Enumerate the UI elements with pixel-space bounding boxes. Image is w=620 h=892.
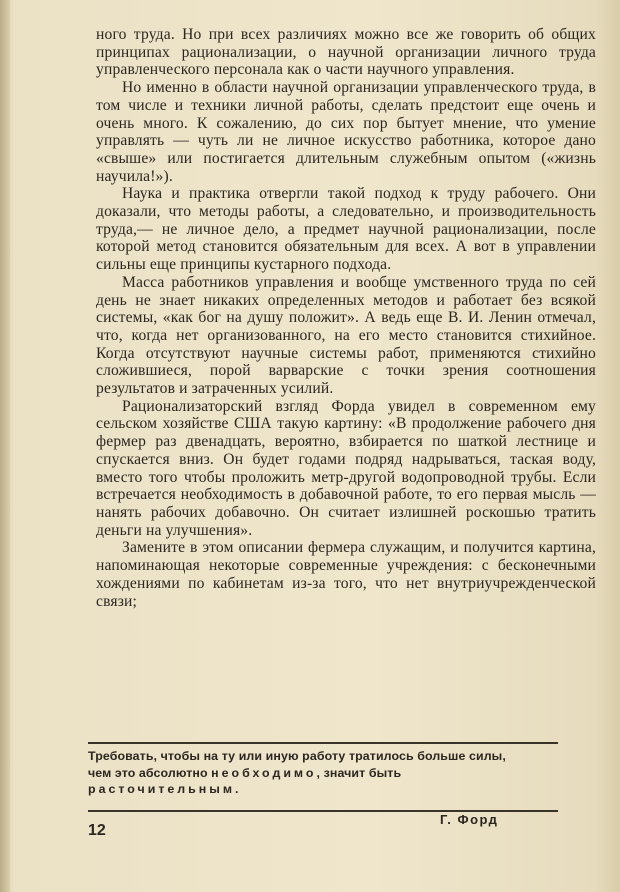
epigraph-text-start: Требовать, чтобы на ту или иную работу тратилось больше силы, чем это абсолютно bbox=[88, 749, 506, 780]
main-text bbox=[96, 26, 596, 610]
paragraph-2: Но именно в области научной организации управленческого труда, в том числе и техники личной работы, сделать предстоит еще очень и очень много. К сожалению, до сих пор бытует мнение, что умение управлять — чуть ли не личное искусство работника, которое дано «свыше» или постигается длительным служебным опытом («жизнь научила!»). bbox=[96, 79, 596, 185]
paragraph-4: Масса работников управления и вообще умственного труда по сей день не знает никаких определенных методов и работает без всякой системы, «как бог на душу положит». А ведь еще В. И. Ленин отмечал, что, когда нет организованного, на его место становится стихийное. Когда отсутствуют научные системы работ, применяются стихийно сложившиеся, порой варварские с точки зрения соотношения результатов и затраченных усилий. bbox=[96, 273, 596, 398]
epigraph-text-end: . bbox=[235, 782, 239, 797]
epigraph-text-middle: , значит быть bbox=[316, 765, 402, 780]
epigraph-top-rule bbox=[88, 742, 558, 744]
epigraph-author: Г. Форд bbox=[440, 812, 499, 827]
paragraph-5: Рационализаторский взгляд Форда увидел в современном ему сельском хозяйстве США такую картину: «В продолжение рабочего дня фермер раз двенадцать, вероятно, взбирается по шаткой лестнице и спускается вниз. Он будет годами подряд надрываться, таская воду, вместо того чтобы проложить метр-другой водопроводной трубы. Если встречается необходимость в добавочной работе, то его первая мысль — нанять рабочих добавочно. Он считает излишней роскошью тратить деньги на улучшения». bbox=[96, 397, 596, 539]
book-spine-shadow bbox=[0, 0, 10, 892]
epigraph-quote bbox=[88, 748, 528, 798]
epigraph-emphasis-wasteful: расточительным bbox=[88, 782, 236, 797]
page-number: 12 bbox=[88, 822, 106, 839]
epigraph-emphasis-necessary: необходимо bbox=[211, 765, 317, 780]
paragraph-6: Замените в этом описании фермера служащим, и получится картина, напоминающая некоторые современные учреждения: с бесконечными хождениями по кабинетам из-за того, что нет внутриучрежденческой связи; bbox=[96, 539, 596, 610]
paragraph-1: ного труда. Но при всех различиях можно все же говорить об общих принципах рационализации, о научной организации личного труда управленческого персонала как о части научного управления. bbox=[96, 26, 596, 79]
paragraph-3: Наука и практика отвергли такой подход к труду рабочего. Они доказали, что методы работы, а следовательно, и производительность труда,— не личное дело, а предмет научной рационализации, после которой метод становится обязательным для всех. А вот в управлении сильны еще принципы кустарного подхода. bbox=[96, 185, 596, 274]
